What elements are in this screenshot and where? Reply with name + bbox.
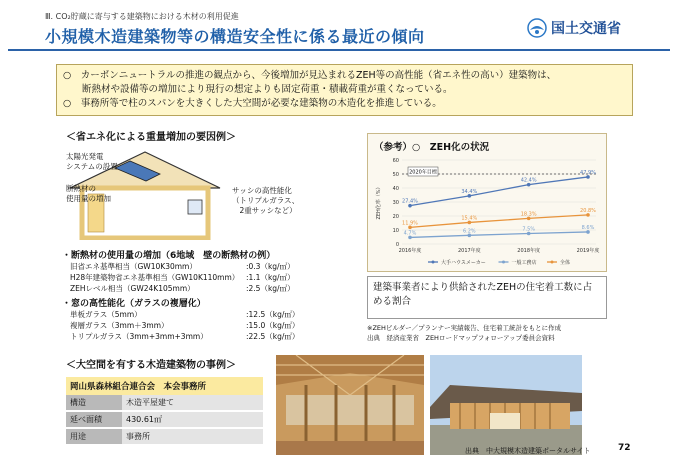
y-tick-label: 40	[392, 186, 399, 192]
chart-source: 出典 経済産業省 ZEHロードマップフォローアップ委員会資料	[367, 334, 555, 342]
case-heading: ＜大空間を有する木造建築物の事例＞	[66, 360, 236, 371]
list-item: ZEHレベル相当（GW24K105mm） :2.5（kg/㎡）	[70, 284, 295, 293]
insulation-heading: ・断熱材の使用量の増加（6地域 壁の断熱材の例）	[62, 251, 276, 261]
target-label: 2020年目標	[409, 169, 437, 176]
page-title: 小規模木造建築物等の構造安全性に係る最近の傾向	[45, 27, 425, 46]
window-list	[70, 309, 340, 342]
list-item: 旧省エネ基準相当（GW10K30mm） :0.3（kg/㎡）	[70, 262, 295, 271]
legend-marker	[551, 261, 554, 264]
legend-label: 大手ハウスメーカー	[441, 260, 486, 266]
data-label: 18.3%	[520, 211, 537, 218]
list-item: 単板ガラス（5mm） :12.5（kg/㎡）	[70, 310, 300, 319]
data-label: 47.9%	[580, 169, 596, 176]
table-row: 延べ面積 430.61㎡	[66, 411, 263, 428]
zeh-line-chart	[368, 154, 606, 270]
insulation-label: 断熱材の 使用量の増加	[66, 184, 111, 203]
data-label: 7.5%	[522, 226, 536, 233]
table-title: 岡山県森林組合連合会 本会事務所	[66, 377, 263, 395]
photo-source: 出典 中大規模木造建築ポータルサイト	[465, 447, 591, 455]
x-tick-label: 2016年度	[398, 248, 422, 254]
data-label: 15.4%	[461, 215, 478, 222]
page-number: 72	[618, 443, 631, 453]
window-icon	[188, 200, 202, 214]
table-row: 構造 木造平屋建て	[66, 395, 263, 411]
series-line	[410, 177, 588, 206]
section-label: Ⅲ. CO₂貯蔵に寄与する建築物における木材の利用促進	[45, 12, 239, 21]
data-label: 6.2%	[462, 228, 476, 235]
y-axis-label: ZEH化率（%）	[376, 184, 382, 220]
x-tick-label: 2019年度	[576, 248, 600, 254]
legend-label: 一般工務店	[511, 260, 537, 266]
legend-label: 全体	[560, 260, 571, 266]
list-item: H28年建築物省エネ基準相当（GW10K110mm） :1.1（kg/㎡）	[70, 273, 295, 282]
y-tick-label: 60	[392, 158, 399, 164]
solar-label: 太陽光発電 システムの設置	[66, 152, 118, 171]
data-label: 4.7%	[403, 230, 417, 237]
series-line	[410, 215, 588, 227]
insulation-list	[70, 261, 340, 294]
legend-marker	[432, 261, 435, 264]
data-label: 27.4%	[402, 198, 418, 205]
intro-line: ○ 事務所等で柱のスパンを大きくした大空間が必要な建築物の木造化を推進している。	[63, 98, 442, 109]
x-tick-label: 2017年度	[457, 248, 481, 254]
x-tick-label: 2018年度	[517, 248, 541, 254]
info-table	[66, 395, 263, 446]
intro-line: ○ カーボンニュートラルの推進の観点から、今後増加が見込まれるZEH等の高性能（省エネ性の高い）建築物は、	[63, 70, 557, 81]
header-divider	[8, 49, 670, 51]
data-label: 8.6%	[581, 224, 595, 231]
list-item: トリプルガラス（3mm+3mm+3mm） :22.5（kg/㎡）	[70, 332, 300, 341]
legend-marker	[502, 261, 505, 264]
chart-title: （参考）○ ZEH化の状況	[374, 142, 490, 153]
y-tick-label: 10	[392, 228, 399, 234]
intro-line: 断熱材や設備等の増加により現行の想定よりも固定荷重・積載荷重が重くなっている。	[63, 84, 453, 95]
weight-factors-heading: ＜省エネ化による重量増加の要因例＞	[66, 132, 236, 143]
interior-photo	[276, 355, 424, 455]
y-tick-label: 0	[395, 242, 399, 248]
chart-caption-box	[367, 276, 607, 319]
window-heading: ・窓の高性能化（ガラスの複層化）	[62, 299, 206, 309]
chart-note: ※ZEHビルダー／プランナー実績報告、住宅着工統計をもとに作成	[367, 324, 562, 332]
data-label: 20.8%	[580, 207, 596, 214]
mlit-logo	[527, 18, 621, 38]
data-label: 34.4%	[461, 188, 478, 195]
series-line	[410, 232, 588, 237]
zeh-chart-panel	[367, 133, 607, 272]
y-tick-label: 30	[392, 200, 399, 206]
sash-label: サッシの高性能化 （トリプルガラス、 2重サッシなど）	[232, 186, 300, 215]
y-tick-label: 50	[392, 172, 399, 178]
list-item: 複層ガラス（3mm＋3mm） :15.0（kg/㎡）	[70, 321, 300, 330]
case-table	[66, 377, 263, 446]
y-tick-label: 20	[392, 214, 399, 220]
chart-caption: 建築事業者により供給されたZEHの住宅着工数に占める割合	[373, 282, 593, 307]
intro-box	[56, 64, 633, 116]
data-label: 42.4%	[520, 177, 537, 184]
data-label: 11.9%	[402, 220, 418, 227]
logo-text: 国土交通省	[551, 21, 621, 37]
mlit-emblem-icon	[527, 18, 547, 38]
exterior-photo	[430, 355, 582, 455]
table-row: 用途 事務所	[66, 428, 263, 445]
